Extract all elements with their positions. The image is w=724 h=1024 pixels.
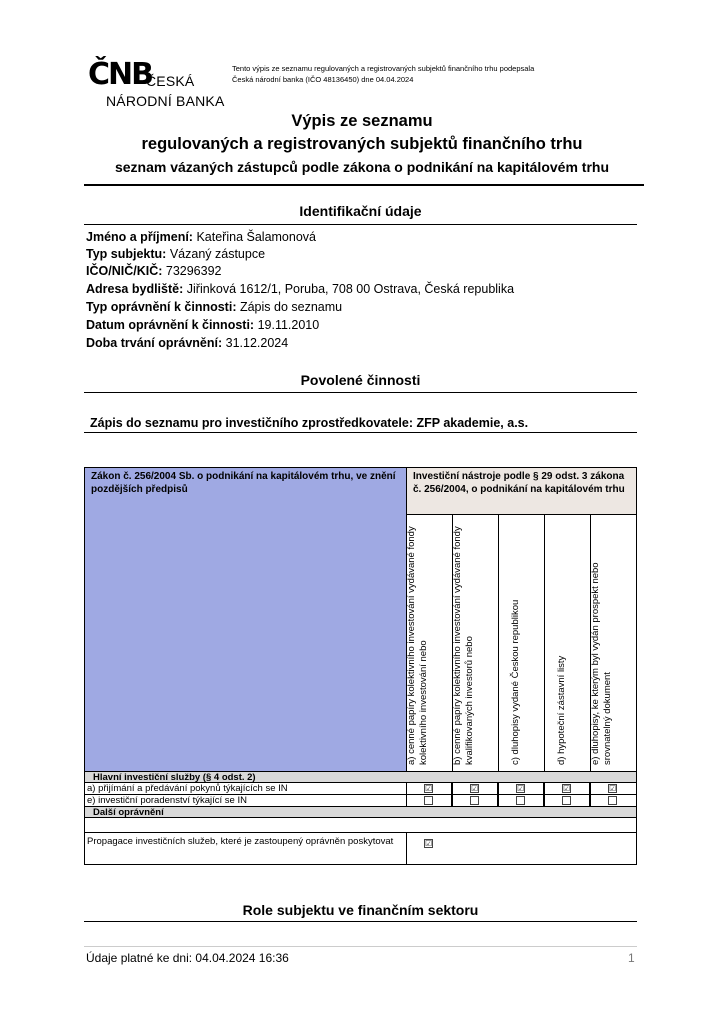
field-name: Jméno a příjmení: Kateřina Šalamonová [86,230,316,244]
section-main-services: Hlavní investiční služby (§ 4 odst. 2) [84,771,637,783]
title-line2: regulovaných a registrovaných subjektů finančního trhu [141,135,583,153]
checkbox-empty-icon [516,796,525,805]
field-authorization-duration: Doba trvání oprávnění: 31.12.2024 [86,336,289,350]
checkbox-checked-icon: ☑ [425,839,433,848]
activities-divider [84,392,637,393]
field-authorization-type: Typ oprávnění k činnosti: Zápis do seznamu [86,300,343,314]
checkbox-empty-icon [608,796,617,805]
signature-note-line1: Tento výpis ze seznamu regulovaných a registrovaných subjektů finančního trhu podepsala [232,64,535,73]
signature-note [232,63,632,85]
signature-note-line2: Česká národní banka (IČO 48136450) dne 04.04.2024 [232,75,414,84]
logo-cnb-text: ČNB [88,57,152,92]
checkbox-checked-icon: ☑ [563,784,571,793]
row-label-e: e) investiční poradenství týkající se IN [84,794,407,807]
field-ico: IČO/NIČ/KIČ: 73296392 [86,264,222,278]
title-line3: seznam vázaných zástupců podle zákona o podnikání na kapitálovém trhu [114,159,609,175]
cnb-logo [88,57,228,110]
identification-heading: Identifikační údaje [299,203,422,219]
identification-divider [84,224,637,225]
title-divider [84,184,644,186]
column-header-b: b) cenné papíry kolektivního investování vydávané fondy kvalifikovaných investorů nebo [452,514,499,772]
page-number: 1 [628,951,635,965]
column-header-a: a) cenné papíry kolektivního investování vydávané fondy kolektivního investování nebo [406,514,453,772]
column-header-c: c) dluhopisy vydané Českou republikou [498,514,545,772]
title-line1: Výpis ze seznamu [291,112,433,130]
field-address: Adresa bydliště: Jiřinková 1612/1, Poruba, 708 00 Ostrava, Česká republika [86,282,515,296]
intermediary-divider [84,432,637,433]
column-header-d: d) hypoteční zástavní listy [544,514,591,772]
section-other-authorizations: Další oprávnění [84,806,637,818]
column-header-e: e) dluhopisy, ke kterým byl vydán prospekt nebo srovnatelný dokument [590,514,637,772]
spacer [84,806,637,833]
checkbox-empty-icon [562,796,571,805]
logo-narodni-text: NÁRODNÍ BANKA [106,93,225,109]
law-header: Zákon č. 256/2004 Sb. o podnikání na kapitálovém trhu, ve znění pozdějších předpisů [84,467,407,772]
footer-divider [84,946,637,947]
roles-heading: Role subjektu ve finančním sektoru [242,902,479,918]
row-label-a: a) přijímání a předávání pokynů týkajících se IN [84,782,407,795]
checkbox-checked-icon: ☑ [517,784,525,793]
field-subject-type: Typ subjektu: Vázaný zástupce [86,247,266,261]
activities-table [84,467,637,865]
checkbox-empty-icon [424,796,433,805]
row-label-promotion: Propagace investičních služeb, které je zastoupený oprávněn poskytovat [84,832,407,865]
field-authorization-date: Datum oprávnění k činnosti: 19.11.2010 [86,318,320,332]
instruments-header: Investiční nástroje podle § 29 odst. 3 zákona č. 256/2004, o podnikání na kapitálovém trhu [406,467,637,515]
promotion-value-cell [406,832,637,865]
intermediary-subheading: Zápis do seznamu pro investičního zprostředkovatele: ZFP akademie, a.s. [90,416,529,430]
logo-ceska-text: ČESKÁ [146,73,195,89]
checkbox-checked-icon: ☑ [425,784,433,793]
checkbox-checked-icon: ☑ [471,784,479,793]
checkbox-checked-icon: ☑ [609,784,617,793]
checkbox-empty-icon [470,796,479,805]
footer-valid-date: Údaje platné ke dni: 04.04.2024 16:36 [86,951,289,965]
roles-divider [84,921,637,922]
activities-heading: Povolené činnosti [300,372,421,388]
